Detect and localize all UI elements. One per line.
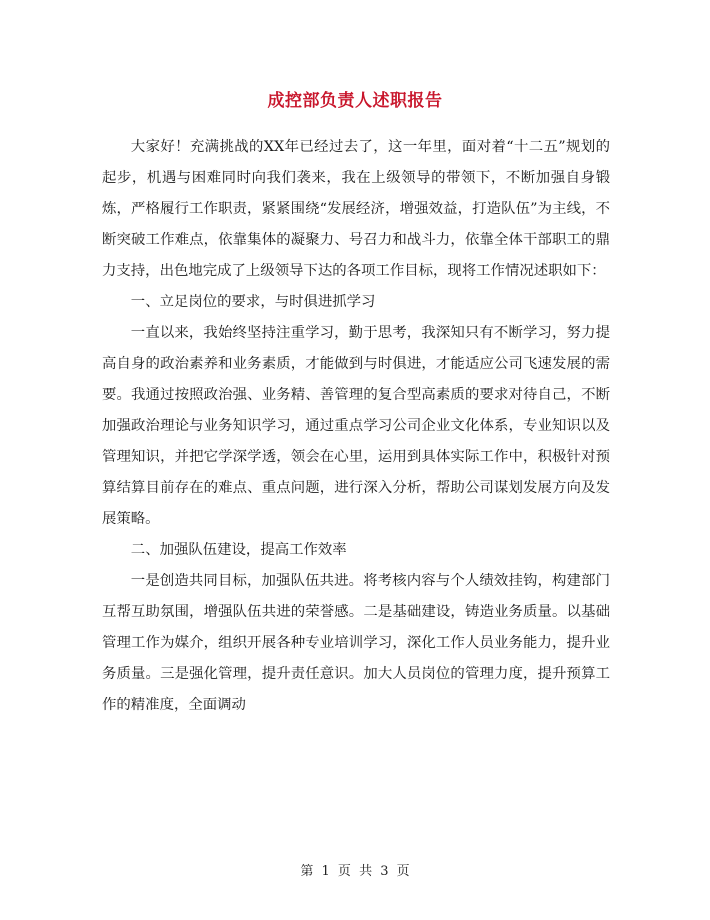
footer-total-label: 共 bbox=[359, 864, 373, 879]
footer-page-label: 第 bbox=[300, 864, 314, 879]
footer-total-unit: 页 bbox=[396, 864, 410, 879]
document-title: 成控部负责人述职报告 bbox=[267, 91, 443, 111]
footer-total-pages: 3 bbox=[380, 864, 389, 879]
section-heading-2: 二、加强队伍建设，提高工作效率 bbox=[130, 542, 347, 558]
footer-page-unit: 页 bbox=[337, 864, 351, 879]
document-body bbox=[102, 132, 610, 721]
section-heading-1: 一、立足岗位的要求，与时俱进抓学习 bbox=[130, 294, 376, 310]
paragraph-section-1: 一直以来，我始终坚持注重学习，勤于思考，我深知只有不断学习，努力提高自身的政治素养和业务素质，才能做到与时俱进，才能适应公司飞速发展的需要。我通过按照政治强、业务精、善管理的复合型高素质的要求对待自己，不断加强政治理论与业务知识学习，通过重点学习公司企业文化体系，专业知识以及管理知识，并把它学深学透，领会在心里，运用到具体实际工作中，积极针对预算结算目前存在的难点、重点问题，进行深入分析，帮助公司谋划发展方向及发展策略。 bbox=[102, 325, 610, 527]
paragraph-section-2: 一是创造共同目标，加强队伍共进。将考核内容与个人绩效挂钩，构建部门互帮互助氛围，增强队伍共进的荣誉感。二是基础建设，铸造业务质量。以基础管理工作为媒介，组织开展各种专业培训学习，深化工作人员业务能力，提升业务质量。三是强化管理，提升责任意识。加大人员岗位的管理力度，提升预算工作的精准度，全面调动 bbox=[102, 573, 610, 713]
page-footer bbox=[0, 860, 710, 879]
footer-page-number: 1 bbox=[321, 864, 330, 879]
paragraph-intro: 大家好！充满挑战的XX年已经过去了，这一年里，面对着“十二五”规划的起步，机遇与困难同时向我们袭来，我在上级领导的带领下，不断加强自身锻炼，严格履行工作职责，紧紧围绕“发展经济，增强效益，打造队伍”为主线，不断突破工作难点，依靠集体的凝聚力、号召力和战斗力，依靠全体干部职工的鼎力支持，出色地完成了上级领导下达的各项工作目标，现将工作情况述职如下： bbox=[102, 139, 610, 279]
